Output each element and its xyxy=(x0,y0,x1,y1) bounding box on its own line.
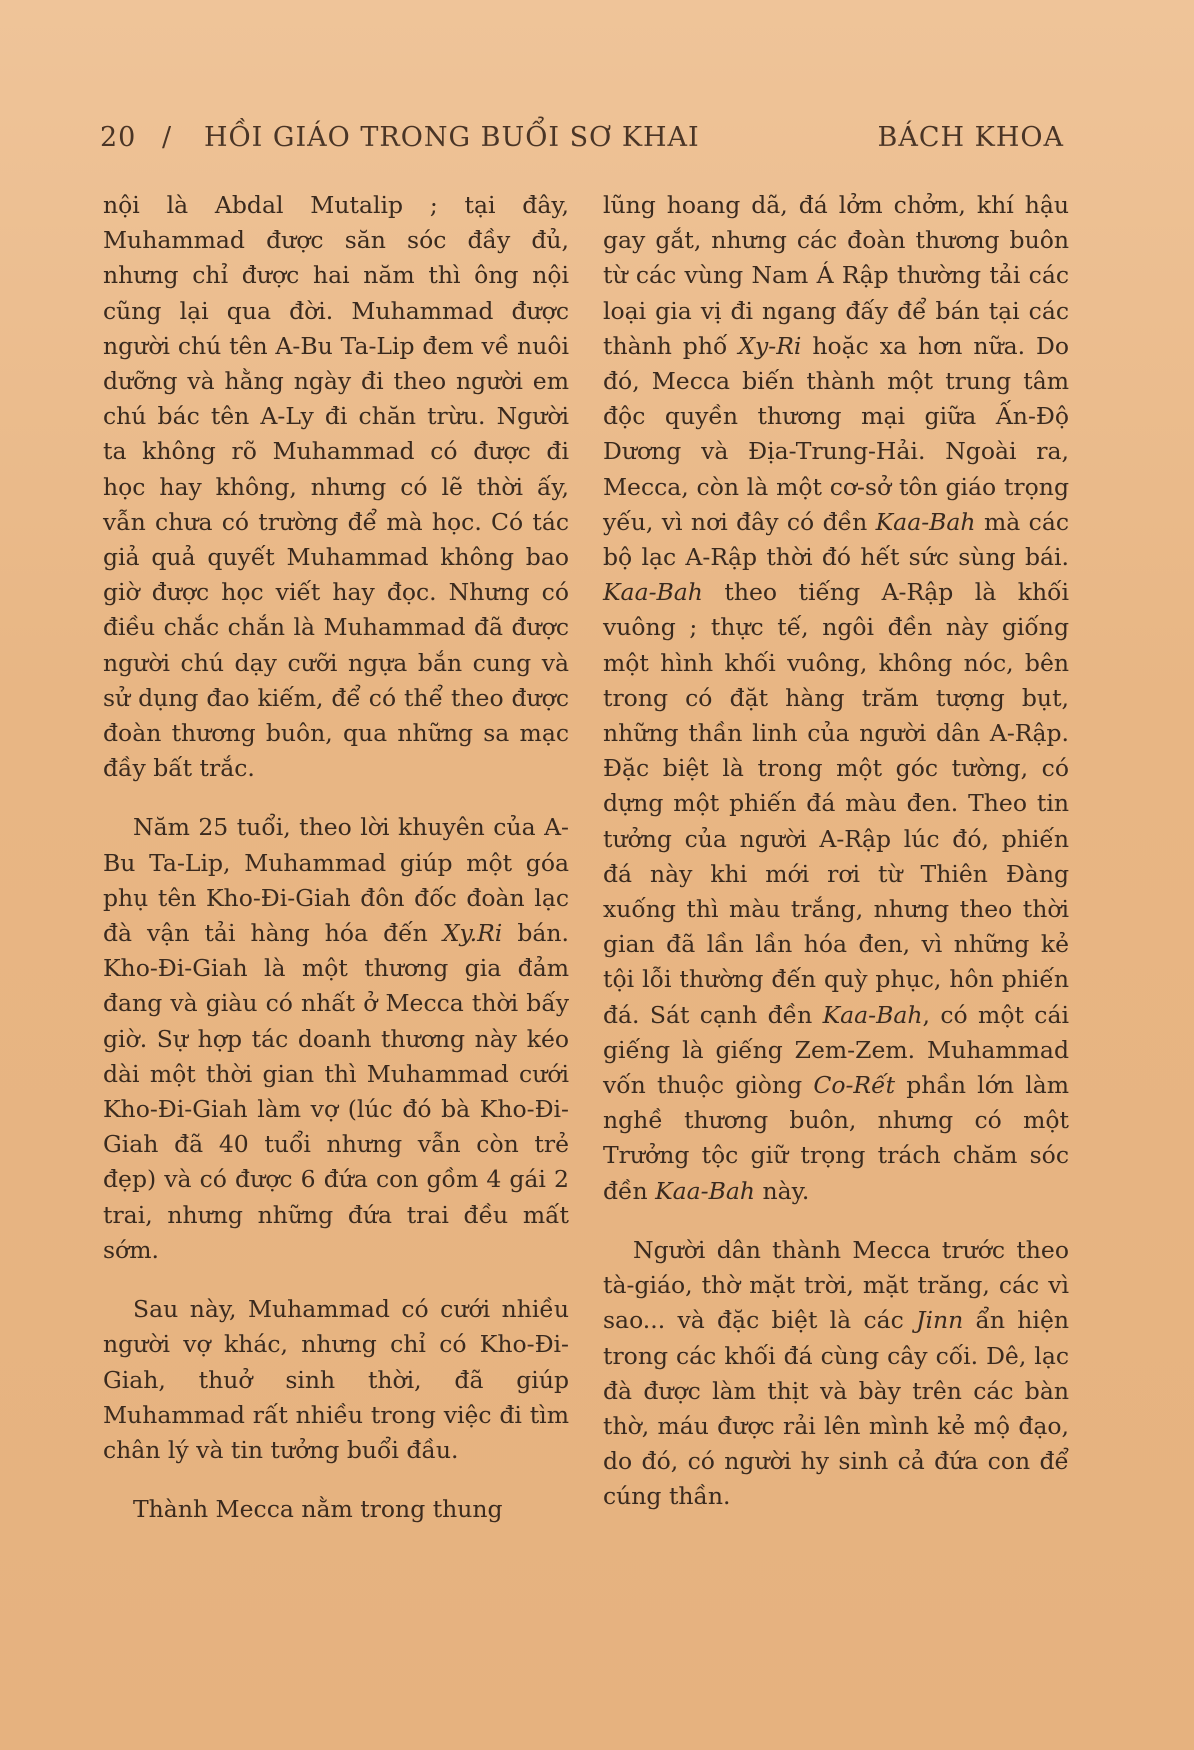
italic-text: Kaa-Bah xyxy=(822,1000,923,1029)
paragraph xyxy=(103,810,569,1268)
paragraph: nội là Abdal Mutalip ; tại đây, Muhammad được săn sóc đầy đủ, nhưng chỉ được hai năm thì ông nội cũng lại qua đời. Muhammad được người chú tên A-Bu Ta-Lip đem về nuôi dưỡng và hằng ngày đi theo người em chú bác tên A-Ly đi chăn trừu. Người ta không rõ Muhammad có được đi học hay không, nhưng có lẽ thời ấy, vẫn chưa có trường để mà học. Có tác giả quả quyết Muhammad không bao giờ được học viết hay đọc. Nhưng có điều chắc chắn là Muhammad đã được người chú dạy cưỡi ngựa bắn cung và sử dụng đao kiếm, để có thể theo được đoàn thương buôn, qua những sa mạc đầy bất trắc. xyxy=(103,191,569,783)
italic-text: Jinn xyxy=(916,1306,964,1335)
left-column xyxy=(103,188,569,1527)
italic-text: Co-Rết xyxy=(813,1071,896,1100)
running-header xyxy=(100,122,1064,162)
paragraph: Thành Mecca nằm trong thung xyxy=(133,1495,503,1524)
italic-text: Xy.Ri xyxy=(442,919,503,948)
text-run: bán. Kho-Đi-Giah là một thương gia đảm đang và giàu có nhất ở Mecca thời bấy giờ. Sự hợp tác doanh thương này kéo dài một thời gian thì Muhammad cưới Kho-Đi-Giah làm vợ (lúc đó bà Kho-Đi-Giah đã 40 tuổi nhưng vẫn còn trẻ đẹp) và có được 6 đứa con gồm 4 gái 2 trai, nhưng những đứa trai đều mất sớm. xyxy=(103,919,569,1264)
italic-text: Xy-Ri xyxy=(738,331,802,360)
text-run: này. xyxy=(755,1176,810,1205)
text-run: Năm 25 tuổi, theo lời khuyên của A-Bu Ta-Lip, Muhammad giúp một góa phụ tên Kho-Đi-Giah đôn đốc đoàn lạc đà vận tải hàng hóa đến xyxy=(103,813,569,948)
page-number: 20 xyxy=(100,122,137,153)
text-run: Người dân thành Mecca trước theo tà-giáo, thờ mặt trời, mặt trăng, các vì sao... và đặc biệt là các xyxy=(603,1235,1069,1335)
text-run: mà các bộ lạc A-Rập thời đó hết sức sùng bái. xyxy=(603,507,1069,572)
paragraph xyxy=(603,188,1069,1209)
paragraph: Sau này, Muhammad có cưới nhiều người vợ khác, nhưng chỉ có Kho-Đi-Giah, thuở sinh thời, đã giúp Muhammad rất nhiều trong việc đi tìm chân lý và tin tưởng buổi đầu. xyxy=(103,1295,569,1464)
text-run: phần lớn làm nghề thương buôn, nhưng có một Trưởng tộc giữ trọng trách chăm sóc đền xyxy=(603,1071,1070,1205)
italic-text: Kaa-Bah xyxy=(655,1176,756,1205)
text-run: , có một cái giếng là giếng Zem-Zem. Muhammad vốn thuộc giòng xyxy=(603,1000,1069,1100)
text-run: lũng hoang dã, đá lởm chởm, khí hậu gay gắt, nhưng các đoàn thương buôn từ các vùng Nam Á Rập thường tải các loại gia vị đi ngang đấy để bán tại các thành phố xyxy=(603,191,1069,360)
italic-text: Kaa-Bah xyxy=(603,578,703,607)
publication-name: BÁCH KHOA xyxy=(877,122,1064,153)
text-run: ẩn hiện trong các khối đá cùng cây cối. Dê, lạc đà được làm thịt và bày trên các bàn thờ, máu được rải lên mình kẻ mộ đạo, do đó, có người hy sinh cả đứa con để cúng thần. xyxy=(603,1306,1069,1511)
paragraph xyxy=(603,1233,1069,1515)
italic-text: Kaa-Bah xyxy=(875,507,976,536)
right-column xyxy=(603,188,1069,1515)
header-separator: / xyxy=(162,122,173,153)
text-run: theo tiếng A-Rập là khối vuông ; thực tế, ngôi đền này giống một hình khối vuông, không nóc, bên trong có đặt hàng trăm tượng bụt, những thần linh của người dân A-Rập. Đặc biệt là trong một góc tường, có dựng một phiến đá màu đen. Theo tin tưởng của người A-Rập lúc đó, phiến đá này khi mới rơi từ Thiên Đàng xuống thì màu trắng, nhưng theo thời gian đã lần lần hóa đen, vì những kẻ tội lỗi thường đến quỳ phục, hôn phiến đá. Sát cạnh đền xyxy=(603,578,1069,1029)
text-run: hoặc xa hơn nữa. Do đó, Mecca biến thành một trung tâm độc quyền thương mại giữa Ấn-Độ Dương và Địa-Trung-Hải. Ngoài ra, Mecca, còn là một cơ-sở tôn giáo trọng yếu, vì nơi đây có đền xyxy=(603,331,1070,536)
chapter-title: HỒI GIÁO TRONG BUỔI SƠ KHAI xyxy=(204,122,700,153)
